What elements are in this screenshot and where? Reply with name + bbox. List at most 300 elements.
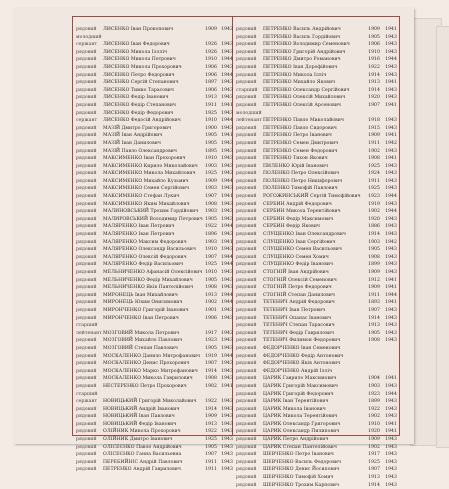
person-name: ПЕТРЕНКО Андрій Гаврилович [103,467,181,473]
birth-year: 1923 [368,194,380,200]
memorial-list-page [14,8,414,488]
birth-year: 1903 [368,239,380,245]
person-name: МАЗІЙ Іван Данилович [103,140,161,146]
death-year: 1943 [221,345,233,351]
birth-year: 1902 [205,300,217,306]
death-year: 1941 [385,429,397,435]
list-row [76,148,233,156]
rank-label: рядовий [76,239,97,245]
rank-label: рядовий [236,27,257,32]
person-name: МАКСИМЕНКО Іван Прохорович [103,156,186,162]
list-row [76,208,233,216]
rank-label: рядовий [236,216,257,222]
person-name: ПЕТРЕНКО Дмитро Романович [263,57,341,63]
death-year: 1943 [221,437,233,443]
birth-year: 1913 [368,323,380,329]
birth-year: 1909 [205,27,217,32]
rank-label: старший [236,87,258,93]
rank-label: рядовий [236,482,257,488]
death-year: 1943 [385,171,397,177]
rank-label: молодший [76,34,102,40]
birth-year: 1902 [368,414,380,420]
death-year: 1943 [221,444,233,450]
birth-year: 1925 [205,262,217,268]
list-row [76,269,233,277]
birth-year: 1903 [368,383,380,389]
person-name: МОСКАЛЕНКО Денис Прохорович [103,361,190,367]
birth-year: 1910 [205,156,217,162]
list-row [236,170,396,178]
list-row [236,102,396,110]
list-row [236,277,396,285]
birth-year: 1913 [205,95,217,101]
list-row [76,132,233,140]
birth-year: 1913 [205,292,217,298]
rank-label: рядовий [76,262,97,268]
birth-year: 1901 [205,307,217,313]
person-name: СЛУЩЕНКО Іван Олександрович [263,232,346,238]
birth-year: 1913 [368,80,380,86]
person-name: МОЗГОВИЙ Микола Петрович [103,330,180,336]
birth-year: 1903 [205,239,217,245]
death-year: 1943 [385,42,397,48]
list-row [236,482,396,489]
list-row [76,383,233,391]
birth-year: 1910 [205,270,217,275]
person-name: ПОЛЕНКО Тимофій Павлович [263,186,338,192]
rank-label: рядовий [76,345,97,351]
person-name: СЛУЩЕНКО Іван Сергійович [263,239,336,245]
death-year: 1943 [221,201,233,207]
death-year: 1943 [221,406,233,412]
rank-label: рядовий [76,49,97,55]
birth-year: 1914 [368,72,380,78]
list-row [76,117,233,125]
person-name: МОСКАЛЕНКО Микола Гаврилович [103,376,193,382]
person-name: ЛИСЕНКО Микола Прохорович [103,64,182,70]
rank-label: рядовий [236,95,257,101]
birth-year: 1905 [368,247,380,253]
birth-year: 1903 [205,186,217,192]
person-name: ФЕДОРЧЕНКО Андрій Ілліч [263,368,333,374]
death-year: 1943 [385,224,397,230]
list-row [236,368,396,376]
person-name: ЦАРИК Олександр Пилипович [263,429,340,435]
birth-year: 1914 [368,87,380,93]
person-name: РОГОЖИНСЬКИЙ Сергій Тимофійович [263,194,361,200]
rank-label: рядовий [76,216,97,222]
death-year: 1941 [385,133,397,139]
death-year: 1943 [221,125,233,131]
rank-label: рядовий [76,163,97,169]
list-row [76,451,233,459]
list-row [236,360,396,368]
death-year: 1943 [385,72,397,78]
list-row [76,41,233,49]
death-year: 1941 [385,80,397,86]
list-row [76,185,233,193]
list-row [236,185,396,193]
death-year: 1943 [221,209,233,215]
birth-year: 1908 [368,254,380,260]
rank-label: рядовий [76,421,97,427]
list-row [236,284,396,292]
birth-year: 1905 [205,444,217,450]
person-name: НОВИЦЬКИЙ Андрій Іванович [103,406,180,412]
list-row [76,277,233,285]
person-name: МАКСИМЕНКО Семен Сергійович [103,186,190,192]
rank-label: рядовий [236,156,257,162]
birth-year: 1909 [368,133,380,139]
rank-label: рядовий [236,209,257,215]
rank-label: рядовий [76,232,97,238]
birth-year: 1902 [368,209,380,215]
birth-year: 1911 [205,459,217,465]
person-name: ПЕТРЕНКО Василь Гордійович [263,34,341,40]
list-row [76,72,233,80]
person-name: ТЕТЕНИЧ Андрій Федорович [263,300,335,306]
list-row [76,444,233,452]
rank-label: рядовий [76,277,97,283]
list-row [76,428,233,436]
rank-label: рядовий [236,277,257,283]
list-row [76,216,233,224]
list-row [76,307,233,315]
birth-year: 1914 [205,368,217,374]
list-row [236,330,396,338]
rank-label: лейтенант [76,330,102,336]
death-year: 1943 [221,171,233,177]
birth-year: 1908 [368,156,380,162]
list-row [236,246,396,254]
death-year: 1943 [385,186,397,192]
person-name: СЛУЩЕНКО Семен Васильович [263,247,342,253]
list-row [236,87,396,95]
person-name: ЛИСЕНКО Іван Федорович [103,42,170,48]
birth-year: 1915 [368,125,380,131]
rank-label: молодший [236,110,262,116]
list-row [76,337,233,345]
list-row [76,170,233,178]
birth-year: 1916 [368,57,380,63]
death-year: 1943 [385,323,397,329]
death-year: 1943 [221,49,233,55]
list-row [236,413,396,421]
death-year: 1941 [385,300,397,306]
rank-label: рядовий [76,27,97,32]
list-row [236,110,396,118]
person-name: ФЕДОРЧЕНКО Іван Семенович [263,345,341,351]
list-row [236,322,396,330]
death-year: 1943 [221,285,233,291]
list-row [76,125,233,133]
person-name: МАКСИМЕНКО Михайло Кузьмич [103,178,189,184]
death-year: 1942 [385,239,397,245]
person-name: ЛИСЕНКО Сергій Степанович [103,80,179,86]
list-row [76,353,233,361]
rank-label: рядовий [236,338,257,344]
rank-label: рядовий [236,421,257,427]
rank-label: рядовий [76,292,97,298]
rank-label: рядовий [236,361,257,367]
person-name: ЦАРИК Петро Андрійович [263,437,329,443]
list-row [76,246,233,254]
birth-year: 1912 [368,277,380,283]
list-row [76,406,233,414]
person-name: МАКСИМЕНКО Стефан Лукич [103,194,180,200]
list-row [236,307,396,315]
person-name: МЕЛЬНИЧЕНКО Яків Пантелійович [103,285,194,291]
list-row [76,49,233,57]
person-name: ЛИСЕНКО Тимко Тарасович [103,87,174,93]
death-year: 1943 [221,315,233,321]
rank-label: рядовий [76,209,97,215]
birth-year: 1918 [368,118,380,124]
birth-year: 1909 [368,437,380,443]
person-name: ОЛІСЕЄНКО Ганна Васильевна [103,452,182,458]
rank-label: рядовий [76,444,97,450]
person-name: ШЕВЧЕНКО Денис Йосипович [263,467,340,473]
list-row [236,178,396,186]
birth-year: 1924 [368,171,380,177]
death-year: 1943 [221,376,233,382]
person-name: ПЕТРЕНКО Василь Андрійович [263,27,341,32]
birth-year: 1914 [368,232,380,238]
death-year: 1943 [221,429,233,435]
rank-label: рядовий [76,201,97,207]
birth-year: 1897 [205,80,217,86]
list-row [236,26,396,34]
death-year: 1943 [385,307,397,313]
list-row [236,125,396,133]
rank-label: рядовий [76,95,97,101]
birth-year: 1907 [368,467,380,473]
person-name: МИРОНЧЕНКО Григорій Іванович [103,307,189,313]
death-year: 1943 [221,421,233,427]
birth-year: 1895 [205,148,217,154]
person-name: ПЕТРЕНКО Григорій Андрійович [263,49,346,55]
rank-label: рядовий [236,467,257,473]
list-row [236,299,396,307]
person-name: МАЛЯРЕНКО Іван Петрович [103,224,175,230]
rank-label: рядовий [76,406,97,412]
death-year: 1944 [385,209,397,215]
death-year: 1943 [385,315,397,321]
birth-year: 1900 [205,125,217,131]
person-name: ПЕТРЕНКО Микола Ілліч [263,72,327,78]
birth-year: 1911 [368,178,380,184]
list-row [76,193,233,201]
person-name: ТЕТЕНИЧ Іван Петрович [263,307,326,313]
death-year: 1944 [221,262,233,268]
list-row [236,148,396,156]
death-year: 1943 [385,437,397,443]
death-year: 1943 [221,42,233,48]
rank-label: рядовий [236,391,257,397]
person-name: СЕРБИН Федір Якович [263,224,321,230]
list-row [236,208,396,216]
rank-label: рядовий [236,307,257,313]
rank-label: рядовий [76,300,97,306]
list-row [236,41,396,49]
list-row [236,193,396,201]
birth-year: 1907 [205,452,217,458]
death-year: 1943 [385,87,397,93]
person-name: ПЕТРЕНКО Володимир Семенович [263,42,350,48]
rank-label: рядовий [236,444,257,450]
person-name: СЛУЩЕНКО Федір Іванович [263,262,334,268]
rank-label: рядовий [236,171,257,177]
list-row [236,79,396,87]
person-name: МАЗІЙ Дмитро Григорович [103,125,172,131]
list-row [76,284,233,292]
list-row [236,140,396,148]
rank-label: рядовий [76,186,97,192]
person-name: ФЕДОРЧЕНКО Федір Антонович [263,353,344,359]
list-row [76,34,228,42]
birth-year: 1925 [368,163,380,169]
death-year: 1943 [221,156,233,162]
birth-year: 1910 [205,247,217,253]
birth-year: 1899 [368,262,380,268]
rank-label: рядовий [236,42,257,48]
death-year: 1944 [385,194,397,200]
list-row [236,155,396,163]
birth-year: 1919 [368,201,380,207]
birth-year: 1905 [205,140,217,146]
person-name: СТОГНІЙ Степан Данилович [263,292,335,298]
person-name: МЕЛЬНИЧЕНКО Федір Михайлович [103,277,193,283]
list-row [76,375,233,383]
death-year: 1941 [221,383,233,389]
death-year: 1943 [385,475,397,481]
rank-label: рядовий [236,194,257,200]
death-year: 1943 [385,95,397,101]
birth-year: 1926 [205,42,217,48]
list-row [236,132,396,140]
death-year: 1943 [221,247,233,253]
death-year: 1943 [385,148,397,154]
rank-label: рядовий [76,133,97,139]
list-row [236,231,396,239]
death-year: 1943 [385,49,397,55]
list-row [76,87,233,95]
person-name: ШЕВЧЕНКО Василь Федорович [263,459,342,465]
person-name: ОЛІСЕЄНКО Павло Андрійович [103,444,182,450]
birth-year: 1907 [205,361,217,367]
death-year: 1944 [221,300,233,306]
rank-label: рядовий [236,414,257,420]
birth-year: 1908 [368,338,380,344]
rank-label: рядовий [236,300,257,306]
death-year: 1944 [221,224,233,230]
list-row [236,466,396,474]
death-year: 1943 [385,414,397,420]
list-row [76,155,233,163]
death-year: 1943 [221,216,233,222]
birth-year: 1905 [205,345,217,351]
birth-year: 1909 [368,270,380,275]
birth-year: 1922 [205,399,217,405]
death-year: 1941 [221,133,233,139]
birth-year: 1905 [205,277,217,283]
person-name: ЦАРИК Олександр Григорович [263,421,341,427]
death-year: 1943 [385,338,397,344]
death-year: 1941 [221,102,233,108]
rank-label: рядовий [236,330,257,336]
death-year: 1943 [385,383,397,389]
person-name: ЦАРИК Микола Іванович [263,406,326,412]
rank-label: рядовий [76,338,97,344]
birth-year: 1922 [368,64,380,70]
list-row [236,34,396,42]
rank-label: рядовий [236,232,257,238]
birth-year: 1909 [368,27,380,32]
death-year: 1944 [385,292,397,298]
birth-year: 1908 [205,376,217,382]
person-name: ЦАРИК Григорій Федорович [263,391,334,397]
death-year: 1943 [221,459,233,465]
person-name: СЛУЩЕНКО Семен Хомич [263,254,329,260]
list-row [236,315,396,323]
rank-label: рядовий [236,34,257,40]
person-name: ПЕТРЕНКО Олексій Михайлович [263,95,346,101]
birth-year: 1925 [368,459,380,465]
rank-label: рядовий [236,345,257,351]
birth-year: 1903 [205,163,217,169]
list-row [76,368,233,376]
death-year: 1943 [221,27,233,32]
death-year: 1943 [385,125,397,131]
rank-label: рядовий [236,163,257,169]
birth-year: 1920 [368,429,380,435]
person-name: ПЕТРЕНКО Олексій Арсенович [263,102,342,108]
rank-label: рядовий [76,270,97,275]
list-row [236,223,396,231]
birth-year: 1907 [205,254,217,260]
list-row [236,337,396,345]
death-year: 1943 [221,277,233,283]
list-row [236,391,396,399]
list-row [236,375,396,383]
death-year: 1943 [385,459,397,465]
birth-year: 1909 [205,414,217,420]
person-name: МОСКАЛЕНКО Марко Митрофанович [103,368,198,374]
list-row [236,451,396,459]
death-year: 1943 [385,34,397,40]
birth-year: 1910 [368,421,380,427]
person-name: ЛИСЕНКО Федосій Андрійович [103,118,181,124]
rank-label: рядовий [76,383,97,389]
death-year: 1943 [385,270,397,275]
list-row [76,94,233,102]
list-row [236,163,396,171]
person-name: МИРОНЧЕНКО Іван Петрович [103,315,179,321]
list-row [236,261,396,269]
death-year: 1944 [221,72,233,78]
list-row [236,398,396,406]
person-name: СЕРБИН Андрій Федорович [263,201,332,207]
list-row [236,201,396,209]
person-name: МАЛЯРЕНКО Олексій Федорович [103,254,187,260]
death-year: 1943 [385,201,397,207]
rank-label: рядовий [76,437,97,443]
rank-label: рядовий [76,429,97,435]
list-row [76,398,233,406]
death-year: 1943 [221,80,233,86]
rank-label: рядовий [236,323,257,329]
birth-year: 1925 [205,110,217,116]
